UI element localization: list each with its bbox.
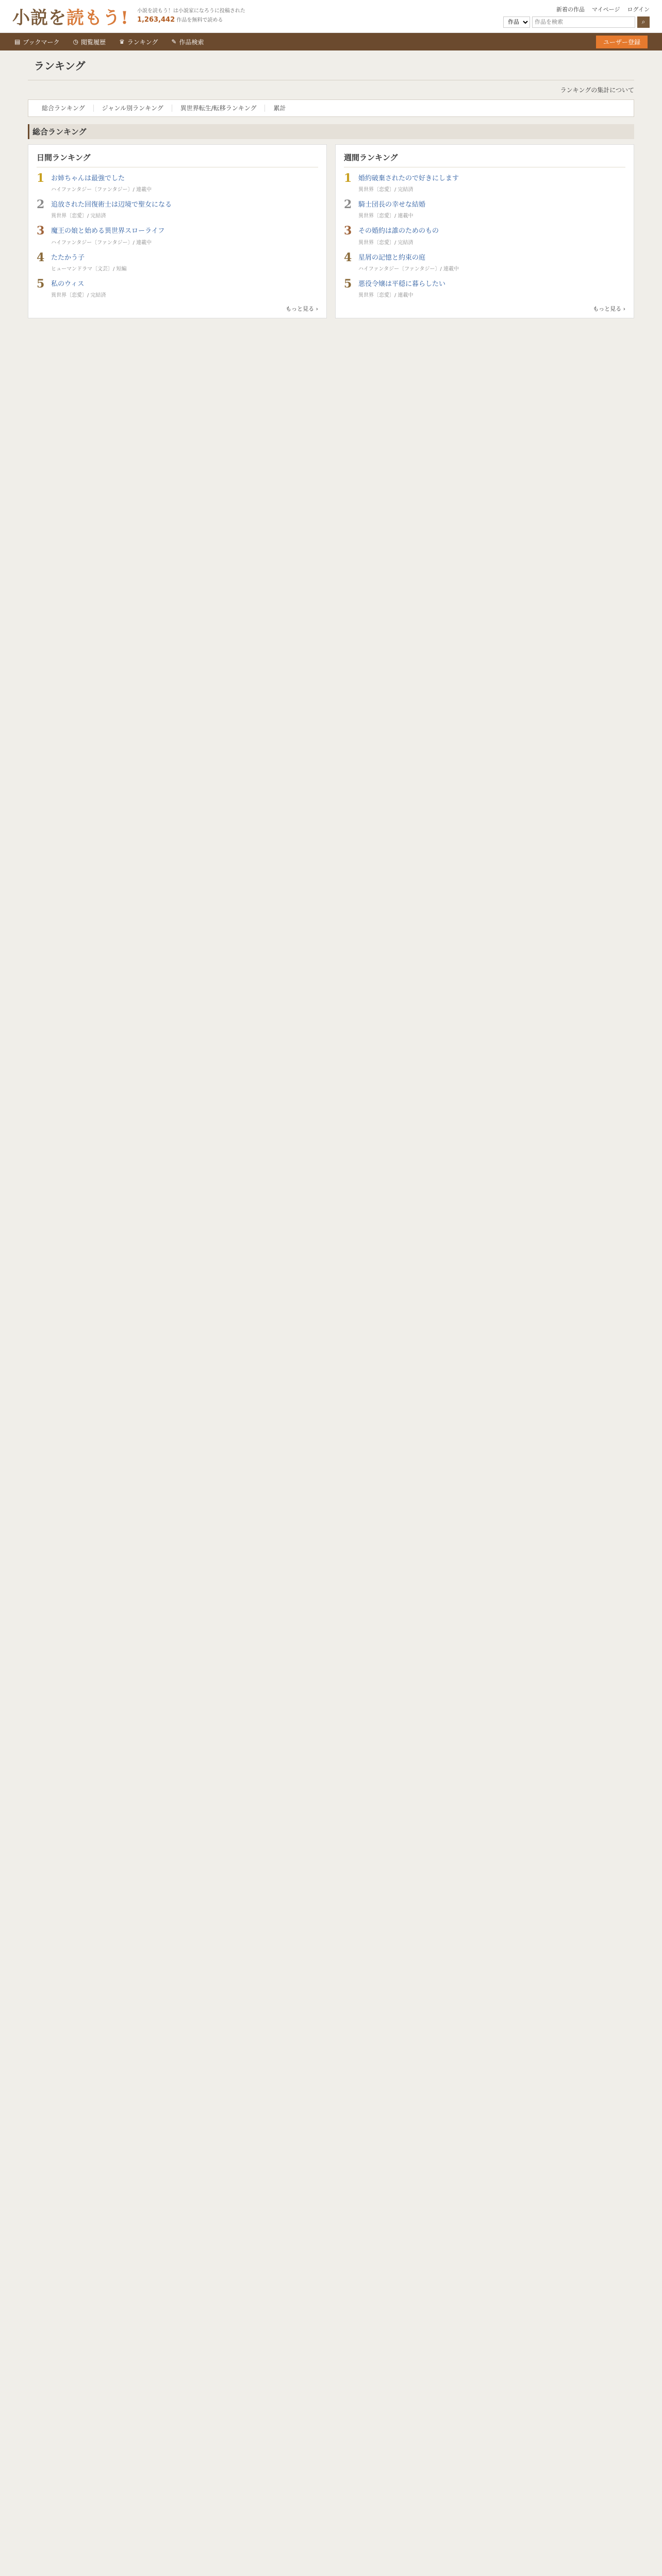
ranking-card-daily	[28, 144, 327, 318]
history-icon: ◷	[73, 38, 78, 45]
rank-meta: 異世界〔恋愛〕/ 完結済	[51, 213, 106, 219]
rank-title[interactable]: 私のウィス	[51, 280, 85, 288]
rank-meta: 異世界〔恋愛〕/ 連載中	[358, 213, 413, 219]
nav-search[interactable]: ✎ 作品検索	[171, 38, 204, 46]
top-header	[0, 0, 662, 33]
rank-meta: ハイファンタジー〔ファンタジー〕/ 連載中	[358, 266, 459, 272]
rank-item: 1 お姉ちゃんは最強でした ハイファンタジー〔ファンタジー〕/ 連載中	[37, 173, 318, 193]
rank-item: 1 婚約破棄されたので好きにします 異世界〔恋愛〕/ 完結済	[344, 173, 625, 193]
link-login[interactable]: ログイン	[627, 6, 650, 13]
tab-isekai[interactable]: 異世界転生/転移ランキング	[172, 105, 266, 112]
rank-title[interactable]: 婚約破棄されたので好きにします	[358, 175, 459, 182]
rank-item: 2 騎士団長の幸せな結婚 異世界〔恋愛〕/ 連載中	[344, 199, 625, 219]
rank-title[interactable]: 星屑の記憶と約束の庭	[358, 253, 426, 262]
rank-meta: ハイファンタジー〔ファンタジー〕/ 連載中	[51, 240, 152, 246]
page-title: ランキング	[28, 50, 634, 80]
more-link[interactable]: もっと見る ›	[286, 305, 318, 312]
rank-meta: 異世界〔恋愛〕/ 連載中	[358, 292, 413, 298]
rank-item: 3 魔王の娘と始める異世界スローライフ ハイファンタジー〔ファンタジー〕/ 連載中	[37, 225, 318, 245]
nav-history[interactable]: ◷ 閲覧履歴	[73, 38, 106, 46]
rank-meta: 異世界〔恋愛〕/ 完結済	[358, 240, 413, 246]
rank-item: 3 その婚約は誰のためのもの 異世界〔恋愛〕/ 完結済	[344, 225, 625, 245]
card-title: 週間ランキング	[344, 152, 625, 167]
link-mypage[interactable]: マイページ	[591, 6, 620, 13]
search-icon[interactable]: ⌕	[637, 16, 650, 28]
more-link[interactable]: もっと見る ›	[593, 305, 625, 312]
section-title: 総合ランキング	[28, 124, 634, 139]
work-count: 1,263,442	[137, 16, 175, 24]
nav-bookmark[interactable]: ▤ ブックマーク	[14, 38, 60, 46]
rank-meta: ヒューマンドラマ〔文芸〕/ 短編	[51, 266, 127, 272]
pen-icon: ✎	[171, 38, 177, 45]
rank-meta: 異世界〔恋愛〕/ 完結済	[358, 187, 413, 193]
crown-icon: ♛	[119, 38, 125, 45]
rank-item: 5 私のウィス 異世界〔恋愛〕/ 完結済	[37, 278, 318, 298]
tab-genre[interactable]: ジャンル別ランキング	[94, 105, 172, 112]
rank-title[interactable]: お姉ちゃんは最強でした	[51, 175, 125, 182]
rank-title[interactable]: 追放された回復術士は辺境で聖女になる	[51, 201, 172, 209]
rank-meta: 異世界〔恋愛〕/ 完結済	[51, 292, 106, 298]
search-type-select[interactable]	[503, 16, 530, 28]
ranking-card-weekly	[335, 144, 634, 318]
site-logo[interactable]: 小説を読もう!	[12, 8, 129, 28]
rank-title[interactable]: たたかう子	[51, 253, 85, 262]
main-nav	[0, 33, 662, 50]
tab-cumulative[interactable]: 累計	[273, 105, 286, 112]
rank-title[interactable]: 騎士団長の幸せな結婚	[358, 201, 426, 209]
tab-overall[interactable]: 総合ランキング	[34, 105, 94, 112]
site-tagline: 小説を読もう！は小説家になろうに投稿された 1,263,442 作品を無料で読める	[137, 8, 245, 24]
rank-item: 2 追放された回復術士は辺境で聖女になる 異世界〔恋愛〕/ 完結済	[37, 199, 318, 219]
rank-meta: ハイファンタジー〔ファンタジー〕/ 連載中	[51, 187, 152, 193]
rank-title[interactable]: 悪役令嬢は平穏に暮らしたい	[358, 280, 446, 288]
rank-item: 4 星屑の記憶と約束の庭 ハイファンタジー〔ファンタジー〕/ 連載中	[344, 252, 625, 272]
bookmark-icon: ▤	[14, 38, 21, 45]
rank-item: 5 悪役令嬢は平穏に暮らしたい 異世界〔恋愛〕/ 連載中	[344, 278, 625, 298]
ranking-help-link[interactable]: ランキングの集計について	[560, 87, 634, 94]
rank-title[interactable]: その婚約は誰のためのもの	[358, 227, 439, 235]
link-new-works[interactable]: 新着の作品	[556, 6, 585, 13]
rank-item: 4 たたかう子 ヒューマンドラマ〔文芸〕/ 短編	[37, 252, 318, 272]
search-input[interactable]	[532, 16, 635, 28]
rank-title[interactable]: 魔王の娘と始める異世界スローライフ	[51, 227, 165, 235]
card-title: 日間ランキング	[37, 152, 318, 167]
user-register-button[interactable]: ユーザー登録	[596, 36, 648, 48]
ranking-tabs	[28, 99, 634, 117]
nav-ranking[interactable]: ♛ ランキング	[119, 38, 158, 46]
